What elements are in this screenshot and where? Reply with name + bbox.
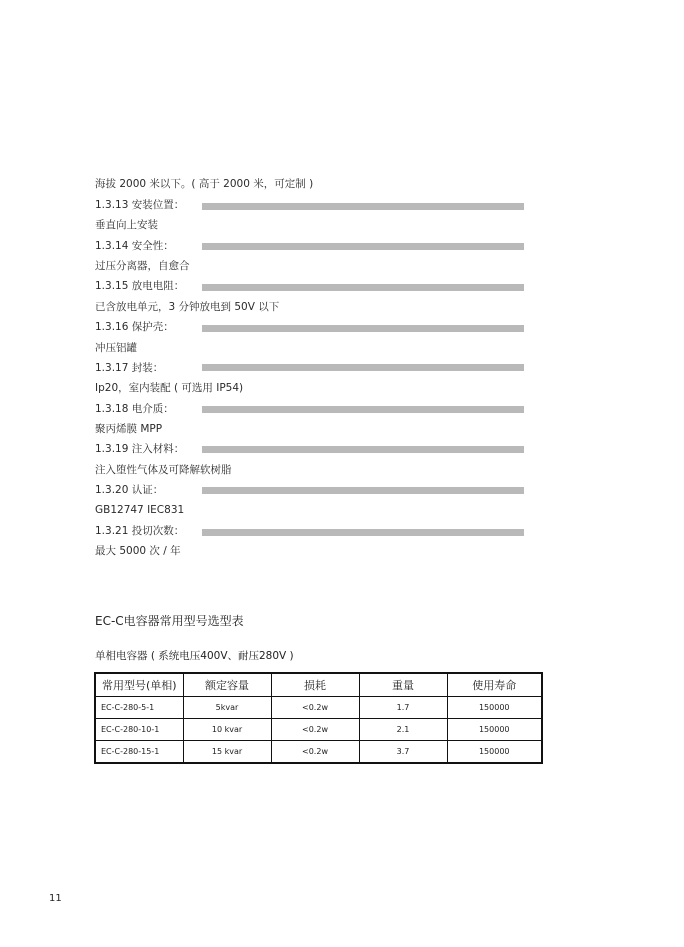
heading-1-3-20: 1.3.20 认证：	[95, 484, 164, 496]
header-service-life: 使用寿命	[447, 673, 542, 697]
header-rated-capacity: 额定容量	[183, 673, 271, 697]
text-altitude: 海拔 2000 米以下。( 高于 2000 米，可定制 )	[95, 178, 314, 190]
header-model: 常用型号(单相)	[95, 673, 183, 697]
cell-life: 150000	[447, 719, 542, 741]
cell-capacity: 10 kvar	[183, 719, 271, 741]
heading-1-3-13: 1.3.13 安装位置：	[95, 199, 185, 211]
cell-life: 150000	[447, 697, 542, 719]
cell-model: EC-C-280-15-1	[95, 741, 183, 764]
cell-model: EC-C-280-5-1	[95, 697, 183, 719]
heading-rule	[202, 446, 524, 453]
text-protective-shell: 冲压铝罐	[95, 342, 137, 354]
heading-rule	[202, 325, 524, 332]
heading-1-3-16: 1.3.16 保护壳：	[95, 321, 174, 333]
heading-1-3-19: 1.3.19 注入材料：	[95, 443, 185, 455]
cell-weight: 2.1	[359, 719, 447, 741]
heading-rule	[202, 529, 524, 536]
text-switching-times: 最大 5000 次 / 年	[95, 545, 181, 557]
header-loss: 损耗	[271, 673, 359, 697]
table-subtitle: 单相电容器 ( 系统电压400V、耐压280V )	[95, 650, 294, 662]
heading-rule	[202, 487, 524, 494]
heading-rule	[202, 203, 524, 210]
cell-loss: <0.2w	[271, 719, 359, 741]
cell-loss: <0.2w	[271, 697, 359, 719]
page-number: 11	[49, 893, 62, 904]
cell-loss: <0.2w	[271, 741, 359, 764]
text-installation-position: 垂直向上安装	[95, 219, 158, 231]
text-certification: GB12747 IEC831	[95, 504, 185, 516]
heading-1-3-21: 1.3.21 投切次数：	[95, 525, 185, 537]
heading-rule	[202, 406, 524, 413]
section-title: EC-C电容器常用型号选型表	[95, 614, 244, 628]
heading-rule	[202, 284, 524, 291]
table-row	[95, 741, 542, 764]
text-packaging: Ip20，室内装配 ( 可选用 IP54)	[95, 382, 244, 394]
heading-1-3-15: 1.3.15 放电电阻：	[95, 280, 185, 292]
text-safety: 过压分离器，自愈合	[95, 260, 190, 272]
cell-capacity: 5kvar	[183, 697, 271, 719]
heading-1-3-18: 1.3.18 电介质：	[95, 403, 174, 415]
table-header-row	[95, 673, 542, 697]
table-row	[95, 719, 542, 741]
cell-capacity: 15 kvar	[183, 741, 271, 764]
cell-weight: 1.7	[359, 697, 447, 719]
selection-table	[94, 672, 543, 764]
heading-1-3-17: 1.3.17 封装：	[95, 362, 164, 374]
text-dielectric: 聚丙烯膜 MPP	[95, 423, 163, 435]
header-weight: 重量	[359, 673, 447, 697]
cell-model: EC-C-280-10-1	[95, 719, 183, 741]
heading-rule	[202, 364, 524, 371]
text-discharge-resistor: 已含放电单元，3 分钟放电到 50V 以下	[95, 301, 280, 313]
heading-1-3-14: 1.3.14 安全性：	[95, 240, 174, 252]
text-filling-material: 注入堕性气体及可降解软树脂	[95, 464, 232, 476]
heading-rule	[202, 243, 524, 250]
cell-life: 150000	[447, 741, 542, 764]
table-row	[95, 697, 542, 719]
cell-weight: 3.7	[359, 741, 447, 764]
